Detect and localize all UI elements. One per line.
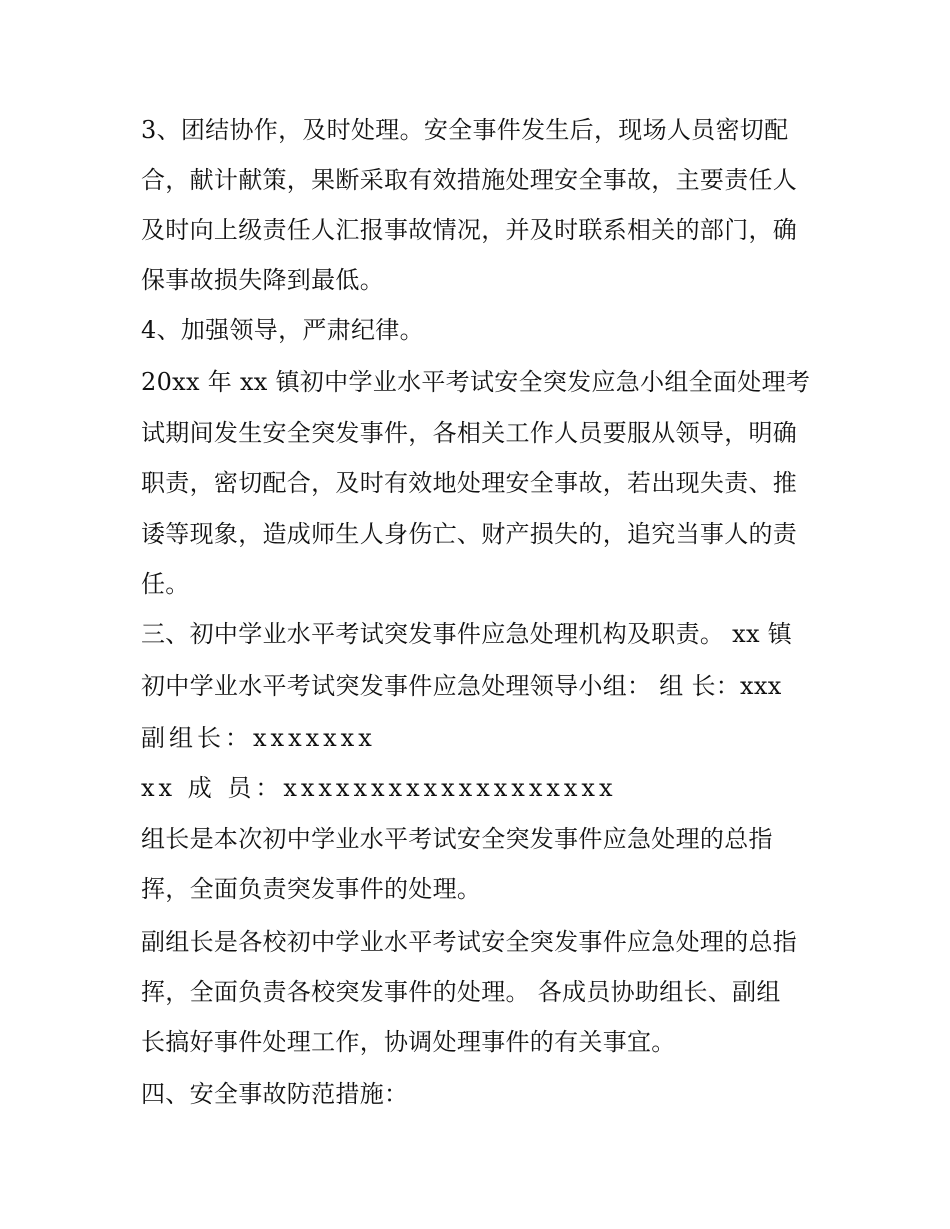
text-line: 保事故损失降到最低。: [141, 266, 384, 294]
text-line: 副组长：xxxxxxx: [141, 724, 376, 752]
text-line: 4、加强领导，严肃纪律。: [141, 316, 424, 344]
text-line: 试期间发生安全突发事件，各相关工作人员要服从领导，明确: [141, 419, 798, 447]
text-line: 三、初中学业水平考试突发事件应急处理机构及职责。 xx 镇: [141, 620, 793, 648]
text-line: 诿等现象，造成师生人身伤亡、财产损失的，追究当事人的责: [141, 520, 798, 548]
text-line: 挥，全面负责突发事件的处理。: [141, 875, 482, 903]
text-line: 挥，全面负责各校突发事件的处理。 各成员协助组长、副组: [141, 978, 781, 1006]
text-line: 长搞好事件处理工作，协调处理事件的有关事宜。: [141, 1028, 676, 1056]
text-line: xx 成 员：xxxxxxxxxxxxxxxxxxx: [141, 774, 617, 802]
text-line: 合，献计献策，果断采取有效措施处理安全事故，主要责任人: [141, 166, 798, 194]
text-line: 初中学业水平考试突发事件应急处理领导小组： 组 长：xxx: [141, 672, 782, 700]
text-line: 任。: [141, 570, 190, 598]
text-line: 副组长是各校初中学业水平考试安全突发事件应急处理的总指: [141, 928, 798, 956]
text-line: 四、安全事故防范措施：: [141, 1080, 409, 1108]
text-line: 及时向上级责任人汇报事故情况，并及时联系相关的部门，确: [141, 216, 798, 244]
text-line: 职责，密切配合，及时有效地处理安全事故，若出现失责、推: [141, 469, 798, 497]
text-line: 20xx 年 xx 镇初中学业水平考试安全突发应急小组全面处理考: [141, 368, 811, 396]
text-line: 3、团结协作，及时处理。安全事件发生后，现场人员密切配: [141, 116, 789, 144]
text-line: 组长是本次初中学业水平考试安全突发事件应急处理的总指: [141, 825, 773, 853]
